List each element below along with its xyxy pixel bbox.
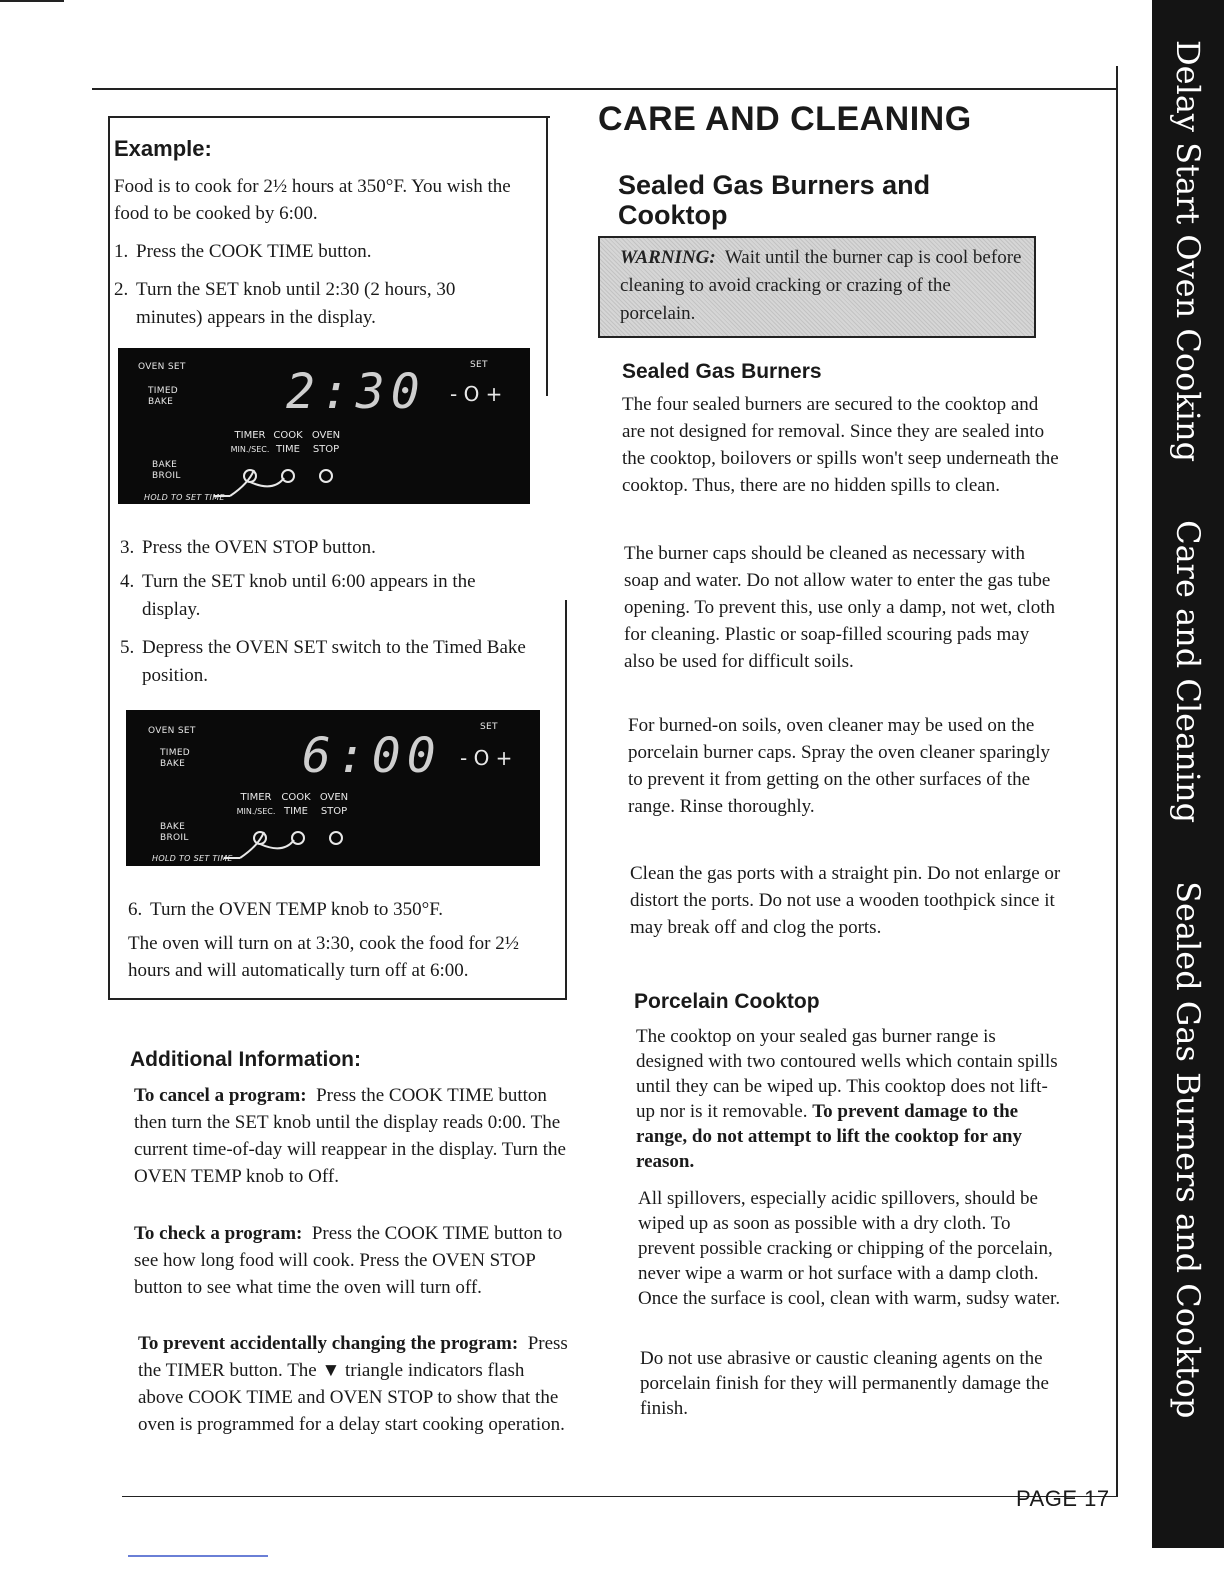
additional-item-check — [134, 1220, 570, 1301]
additional-title: Additional Information: — [130, 1048, 361, 1071]
sidebar-tab-sealed-burners[interactable]: Sealed Gas Burners and Cooktop — [1169, 881, 1207, 1419]
cooktop-paragraph: Do not use abrasive or caustic cleaning agents on the porcelain finish for they will permanently damage the finish. — [640, 1348, 1049, 1419]
step-number: 2. — [114, 279, 129, 300]
burners-paragraph: The burner caps should be cleaned as necessary with soap and water. Do not allow water to enter the gas tube opening. To prevent this, use only a damp, not wet, cloth for cleaning. Plastic or soap-filled scouring pads may also be used for difficult soils. — [624, 543, 1056, 672]
page-number: PAGE 17 — [1016, 1486, 1110, 1511]
oven-set-label: OVEN SET — [138, 362, 186, 372]
minsec-label: MIN./SEC. — [230, 445, 270, 454]
step-text: Turn the SET knob until 6:00 appears in the display. — [142, 571, 476, 620]
example-title: Example: — [114, 136, 212, 161]
section-subtitle: Sealed Gas Burners and Cooktop — [618, 170, 931, 230]
step-2 — [114, 276, 514, 332]
oven-label: OVEN — [319, 792, 349, 803]
step-text: Turn the SET knob until 2:30 (2 hours, 30 minutes) appears in the display. — [136, 279, 456, 328]
item-text: Press the COOK TIME button then turn the SET knob until the display reads 0:00. The current time-of-day will reappear in the display. Turn the OVEN TEMP knob to Off. — [134, 1085, 566, 1187]
hold-label: HOLD TO SET TIME — [152, 854, 233, 863]
broil-mode-label: BROIL — [152, 471, 181, 481]
timed-label: TIMED — [148, 386, 179, 396]
hold-label: HOLD TO SET TIME — [144, 493, 225, 502]
item-label: To check a program: — [134, 1223, 303, 1244]
oven-display — [118, 348, 530, 504]
item-label: To prevent accidentally changing the program: — [138, 1333, 519, 1354]
step-text: Depress the OVEN SET switch to the Timed Bake position. — [142, 637, 526, 686]
section-title: CARE AND CLEANING — [598, 100, 972, 138]
example-box-edge — [546, 116, 548, 396]
burners-paragraph: Clean the gas ports with a straight pin. Do not enlarge or distort the ports. Do not use a wooden toothpick since it may break off and clog the ports. — [630, 863, 1061, 938]
cooktop-warning-text: To prevent damage to the range, do not attempt to lift the cooktop for any reason. — [636, 1101, 1022, 1172]
step-3 — [120, 534, 540, 562]
example-conclusion: The oven will turn on at 3:30, cook the food for 2½ hours and will automatically turn off at 6:00. — [128, 933, 520, 981]
step-text: Press the OVEN STOP button. — [142, 537, 376, 558]
timer-label: TIMER — [240, 792, 272, 803]
burners-heading: Sealed Gas Burners — [622, 360, 822, 383]
item-text: Press the TIMER button. The ▼ triangle indicators flash above COOK TIME and OVEN STOP to show that the oven is programmed for a delay start cooking operation. — [138, 1333, 568, 1435]
oven-display — [126, 710, 540, 866]
right-rule — [1116, 66, 1118, 1496]
stop-label: STOP — [320, 806, 348, 817]
example-intro: Food is to cook for 2½ hours at 350°F. You wish the food to be cooked by 6:00. — [114, 176, 511, 224]
cooktop-paragraph: All spillovers, especially acidic spillovers, should be wiped up as soon as possible with a dry cloth. To prevent possible cracking or chipping of the porcelain, never wipe a warm or hot surface with a damp cloth. Once the surface is cool, clean with warm, sudsy water. — [638, 1188, 1061, 1309]
minsec-label: MIN./SEC. — [236, 807, 276, 816]
bake-label: BAKE — [160, 759, 186, 769]
warning-text: Wait until the burner cap is cool before cleaning to avoid cracking or crazing of the porcelain. — [620, 247, 1022, 324]
step-text: Turn the OVEN TEMP knob to 350°F. — [150, 899, 444, 920]
set-label: SET — [480, 722, 498, 732]
step-text: Press the COOK TIME button. — [136, 241, 372, 262]
step-number: 5. — [120, 637, 135, 658]
display-buttons — [126, 710, 540, 866]
oven-label: OVEN — [311, 430, 341, 441]
corner-mark — [0, 0, 64, 2]
cook-label: COOK — [273, 430, 303, 441]
bake-mode-label: BAKE — [160, 822, 186, 832]
additional-item-cancel — [134, 1082, 570, 1190]
step-number: 4. — [120, 571, 135, 592]
warning-label: WARNING: — [620, 247, 716, 268]
step-5 — [120, 634, 552, 690]
bottom-mark — [128, 1555, 268, 1557]
display-digits: 6:00 — [302, 728, 442, 784]
timed-label: TIMED — [160, 748, 191, 758]
warning-box — [598, 236, 1036, 338]
sidebar-track — [1152, 0, 1224, 1548]
step-6 — [128, 896, 548, 924]
step-number: 3. — [120, 537, 135, 558]
oven-stop-button-icon[interactable] — [320, 470, 332, 482]
oven-stop-button-icon[interactable] — [330, 832, 342, 844]
time-label: TIME — [283, 806, 308, 817]
sidebar-tabs — [1152, 0, 1224, 1548]
set-knob-control[interactable]: - O + — [450, 382, 503, 406]
cooktop-heading: Porcelain Cooktop — [634, 990, 820, 1013]
broil-mode-label: BROIL — [160, 833, 189, 843]
cooktop-text: The cooktop on your sealed gas burner range is designed with two contoured wells which contain spills until they can be wiped up. This cooktop does not lift-up nor is it removable. — [636, 1026, 1058, 1122]
sidebar-tab-care-cleaning[interactable]: Care and Cleaning — [1169, 520, 1207, 824]
stop-label: STOP — [312, 444, 340, 455]
burners-paragraph: For burned-on soils, oven cleaner may be used on the porcelain burner caps. Spray the oven cleaner sparingly to prevent it from getting on the other surfaces of the range. Rinse thoroughly. — [628, 715, 1051, 817]
set-label: SET — [470, 360, 488, 370]
item-text: Press the COOK TIME button to see how long food will cook. Press the OVEN STOP button to see what time the oven will turn off. — [134, 1223, 563, 1298]
cook-time-button-icon[interactable] — [292, 832, 304, 844]
time-label: TIME — [275, 444, 300, 455]
example-box-edge — [565, 600, 567, 1000]
bake-mode-label: BAKE — [152, 460, 178, 470]
display-buttons — [118, 348, 530, 504]
cook-label: COOK — [281, 792, 311, 803]
set-knob-control[interactable]: - O + — [460, 746, 513, 770]
bake-label: BAKE — [148, 397, 174, 407]
step-number: 1. — [114, 241, 129, 262]
timer-text: TIMER — [234, 430, 266, 441]
cook-time-button-icon[interactable] — [282, 470, 294, 482]
cooktop-paragraph — [636, 1024, 1066, 1174]
example-box-bottom — [108, 998, 567, 1000]
step-number: 6. — [128, 899, 143, 920]
top-rule — [92, 88, 1118, 90]
step-1 — [114, 238, 540, 266]
step-4 — [120, 568, 538, 624]
item-label: To cancel a program: — [134, 1085, 307, 1106]
burners-paragraph: The four sealed burners are secured to the cooktop and are not designed for removal. Since they are sealed into the cooktop, boilovers or spills won't seep underneath the cooktop. Thus, there are no hidden spills to clean. — [622, 394, 1059, 496]
additional-item-prevent — [138, 1330, 574, 1438]
oven-set-label: OVEN SET — [148, 726, 196, 736]
bottom-rule — [122, 1496, 1118, 1497]
display-digits: 2:30 — [286, 364, 426, 420]
sidebar-tab-delay-start[interactable]: Delay Start Oven Cooking — [1169, 40, 1207, 463]
